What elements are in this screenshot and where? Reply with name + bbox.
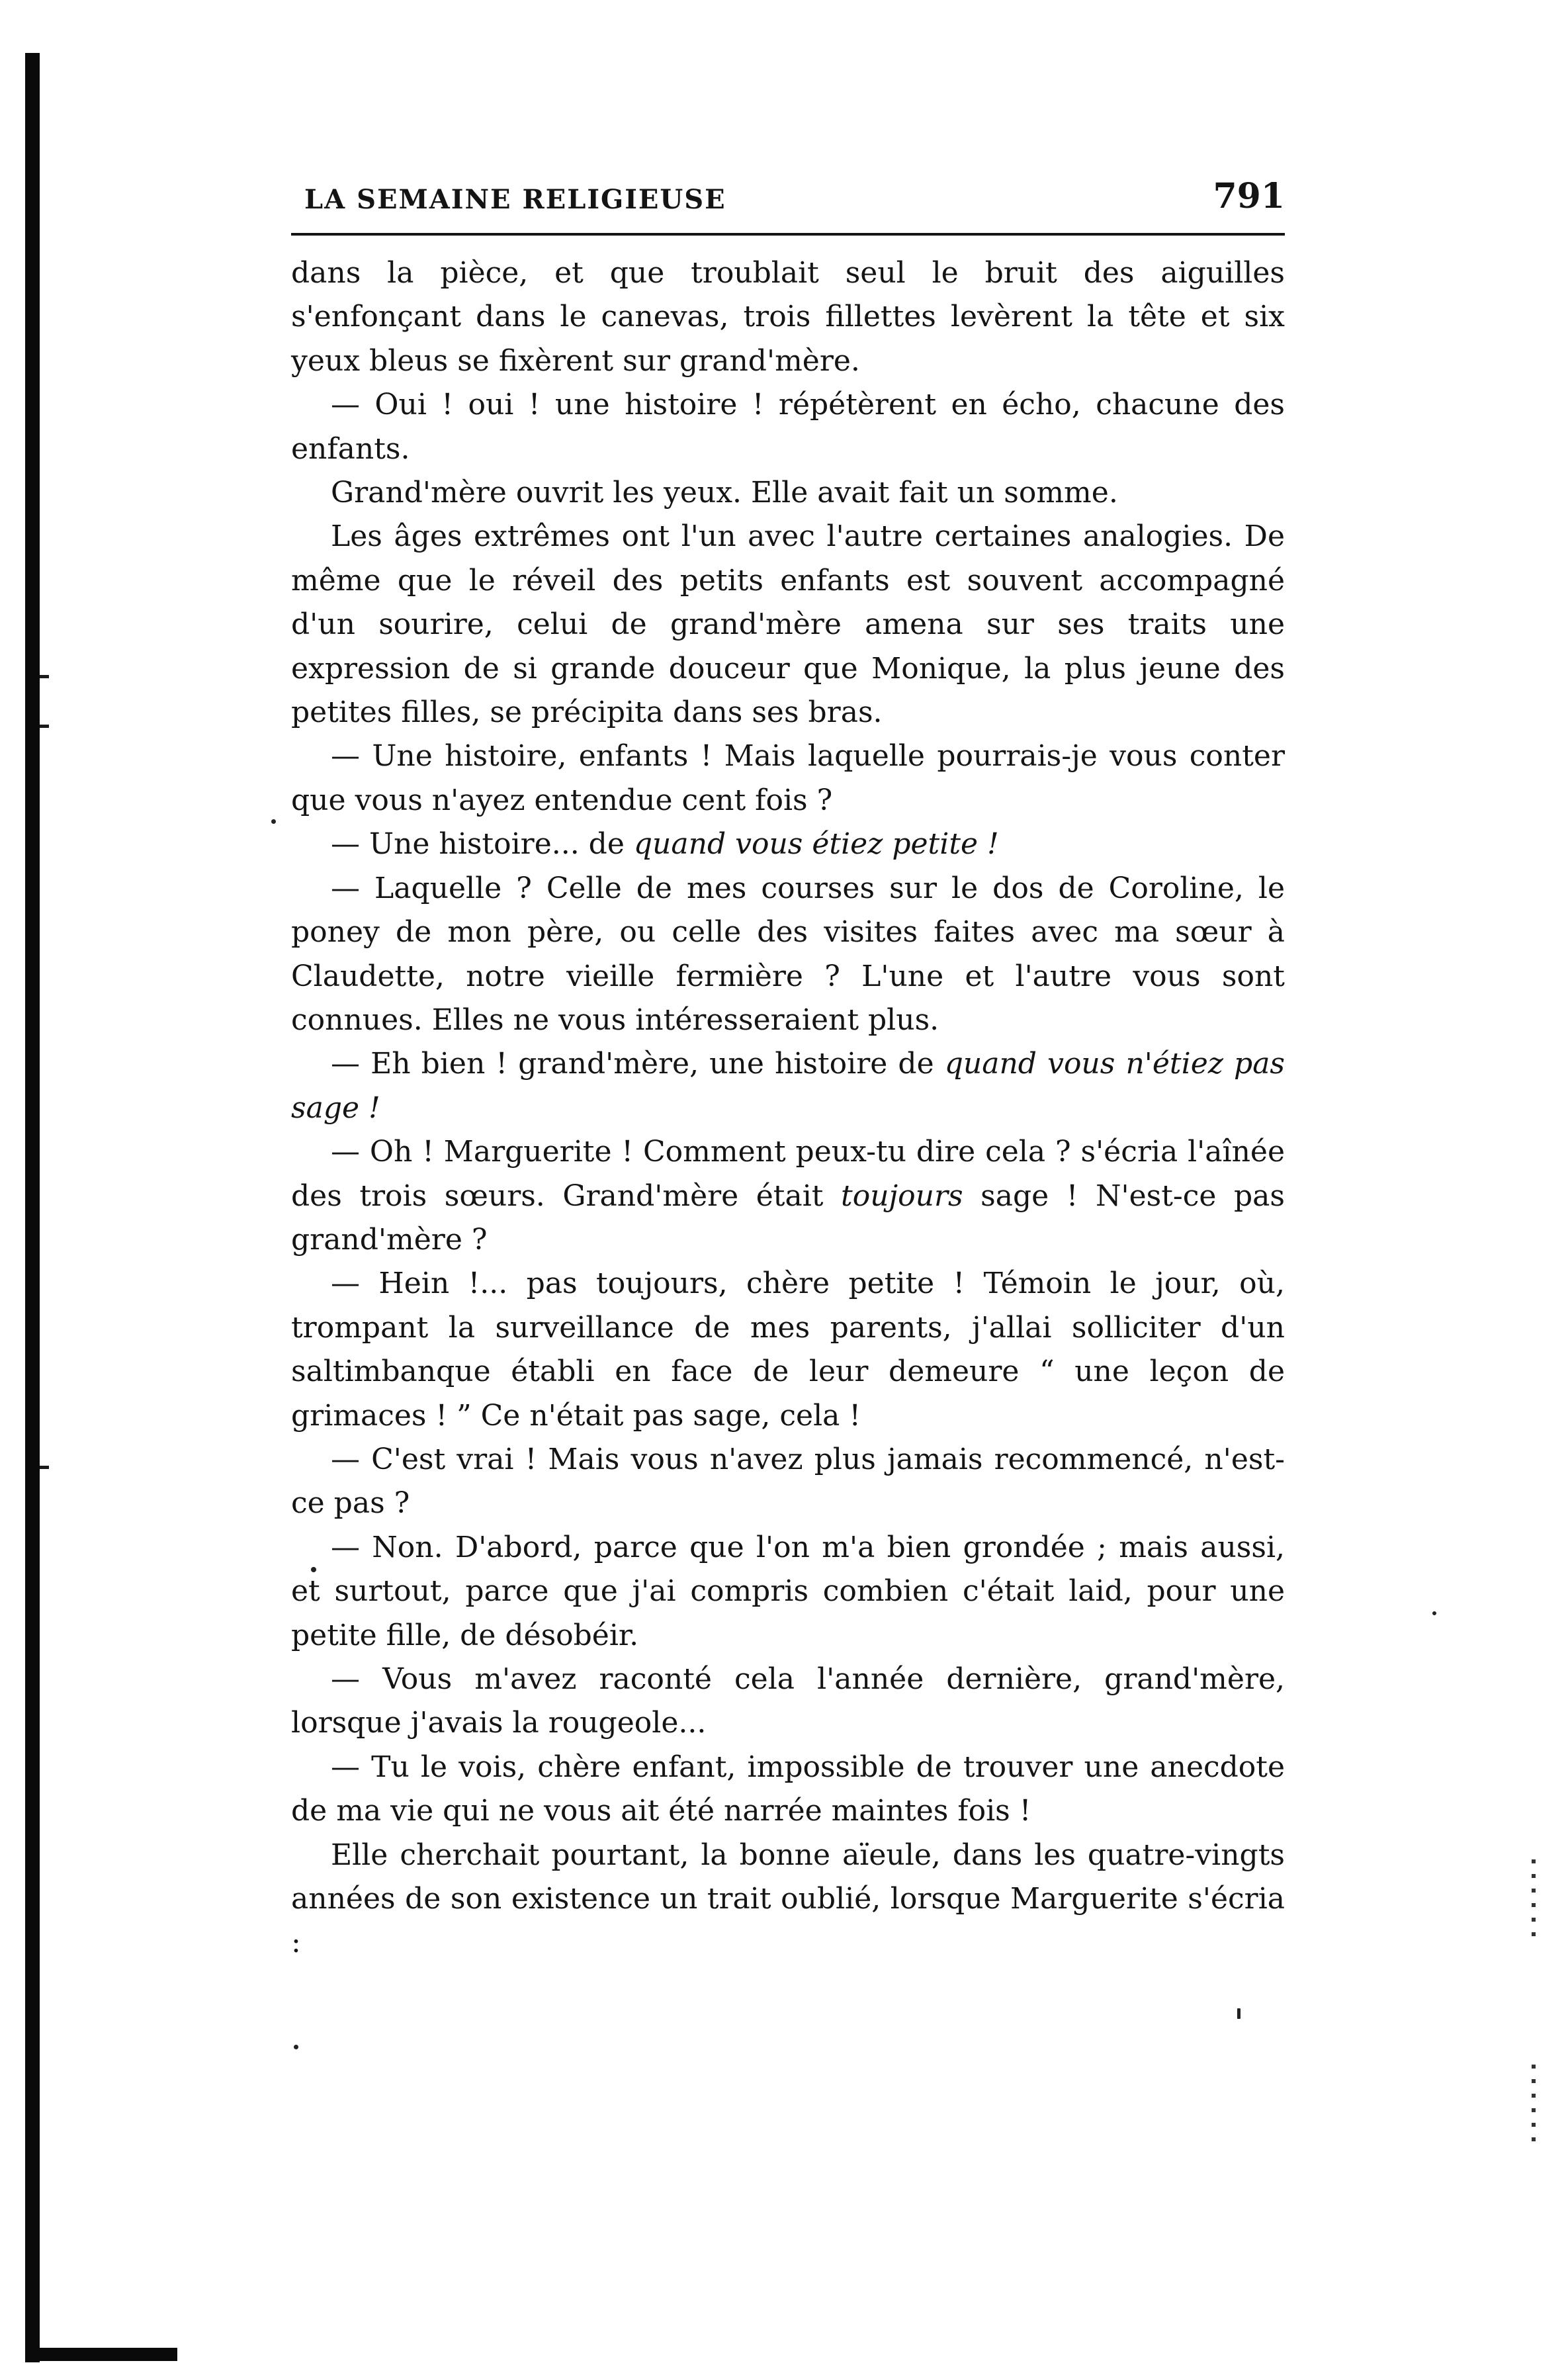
scan-mark <box>40 1466 49 1469</box>
paragraph <box>291 823 1285 866</box>
italic-text: quand vous n'étiez pas sage ! <box>291 1047 1285 1125</box>
paragraph <box>291 735 1285 823</box>
paragraph-text: Grand'mère ouvrit les yeux. Elle avait fait un somme. <box>331 476 1118 510</box>
paragraph-text: sage ! N'est-ce pas grand'mère ? <box>291 1179 1285 1257</box>
paragraph-text: dans la pièce, et que troublait seul le bruit des aiguilles s'enfonçant dans le canevas, trois fillettes levèrent la tête et six yeux bleus se fixèrent sur grand'mère. <box>291 256 1285 378</box>
paragraph <box>291 251 1285 383</box>
paragraph-text: — Oh ! Marguerite ! Comment peux-tu dire cela ? s'écria l'aînée des trois sœurs. Grand'mère était <box>291 1135 1285 1213</box>
paragraph <box>291 1658 1285 1746</box>
paragraph <box>291 867 1285 1043</box>
scan-mark <box>40 675 49 678</box>
paragraph-text: — Une histoire... de <box>331 827 634 862</box>
italic-text: quand vous étiez petite ! <box>633 827 999 862</box>
paragraph-text: — Eh bien ! grand'mère, une histoire de <box>331 1047 945 1081</box>
page-binding-foot <box>25 2348 177 2361</box>
header-rule <box>291 233 1285 236</box>
page-binding-edge <box>25 53 40 2362</box>
paragraph-text: — Oui ! oui ! une histoire ! répétèrent en écho, chacune des enfants. <box>291 388 1285 466</box>
paragraph <box>291 1130 1285 1262</box>
paragraph-text: — Une histoire, enfants ! Mais laquelle pourrais-je vous conter que vous n'ayez entendue cent fois ? <box>291 739 1285 817</box>
paragraph <box>291 1746 1285 1834</box>
paragraph <box>291 1042 1285 1130</box>
paragraph <box>291 471 1285 515</box>
paragraph-text: — Laquelle ? Celle de mes courses sur le dos de Coroline, le poney de mon père, ou celle des visites faites avec ma sœur à Claudette, notre vieille fermière ? L'une et l'autre vous sont connues. Elles ne vous intéresseraient plus. <box>291 871 1285 1037</box>
paragraph-text: — Tu le vois, chère enfant, impossible de trouver une anecdote de ma vie qui ne vous ait été narrée maintes fois ! <box>291 1750 1285 1828</box>
italic-text: toujours <box>841 1179 963 1213</box>
scan-speck <box>1237 2008 1241 2019</box>
body-text <box>291 251 1285 1965</box>
scan-mark <box>40 725 49 728</box>
page-number: 791 <box>1213 176 1285 216</box>
scan-dash-marks <box>1532 2065 1536 2144</box>
running-title: LA SEMAINE RELIGIEUSE <box>304 184 726 215</box>
paragraph-text: Les âges extrêmes ont l'un avec l'autre certaines analogies. De même que le réveil des petits enfants est souvent accompagné d'un sourire, celui de grand'mère amena sur ses traits une expression de si grande douceur que Monique, la plus jeune des petites filles, se précipita dans ses bras. <box>291 519 1285 730</box>
paragraph <box>291 383 1285 471</box>
paragraph <box>291 1834 1285 1965</box>
scan-speck <box>1432 1611 1436 1615</box>
paragraph-text: — C'est vrai ! Mais vous n'avez plus jamais recommencé, n'est-ce pas ? <box>291 1442 1285 1521</box>
scan-speck <box>271 819 276 824</box>
paragraph-text: — Non. D'abord, parce que l'on m'a bien grondée ; mais aussi, et surtout, parce que j'ai compris combien c'était laid, pour une petite fille, de désobéir. <box>291 1530 1285 1652</box>
paragraph <box>291 515 1285 735</box>
paragraph-text: — Vous m'avez raconté cela l'année dernière, grand'mère, lorsque j'avais la rougeole... <box>291 1662 1285 1740</box>
paragraph <box>291 1438 1285 1526</box>
paragraph <box>291 1262 1285 1438</box>
paragraph <box>291 1526 1285 1658</box>
scan-dash-marks <box>1532 1859 1536 1939</box>
paragraph-text: — Hein !... pas toujours, chère petite ! Témoin le jour, où, trompant la surveillance de mes parents, j'allai solliciter d'un saltimbanque établi en face de leur demeure “ une leçon de grimaces ! ” Ce n'était pas sage, cela ! <box>291 1267 1285 1433</box>
paragraph-text: Elle cherchait pourtant, la bonne aïeule, dans les quatre-vingts années de son existence un trait oublié, lorsque Marguerite s'écria : <box>291 1838 1285 1960</box>
scan-speck <box>294 2045 298 2049</box>
